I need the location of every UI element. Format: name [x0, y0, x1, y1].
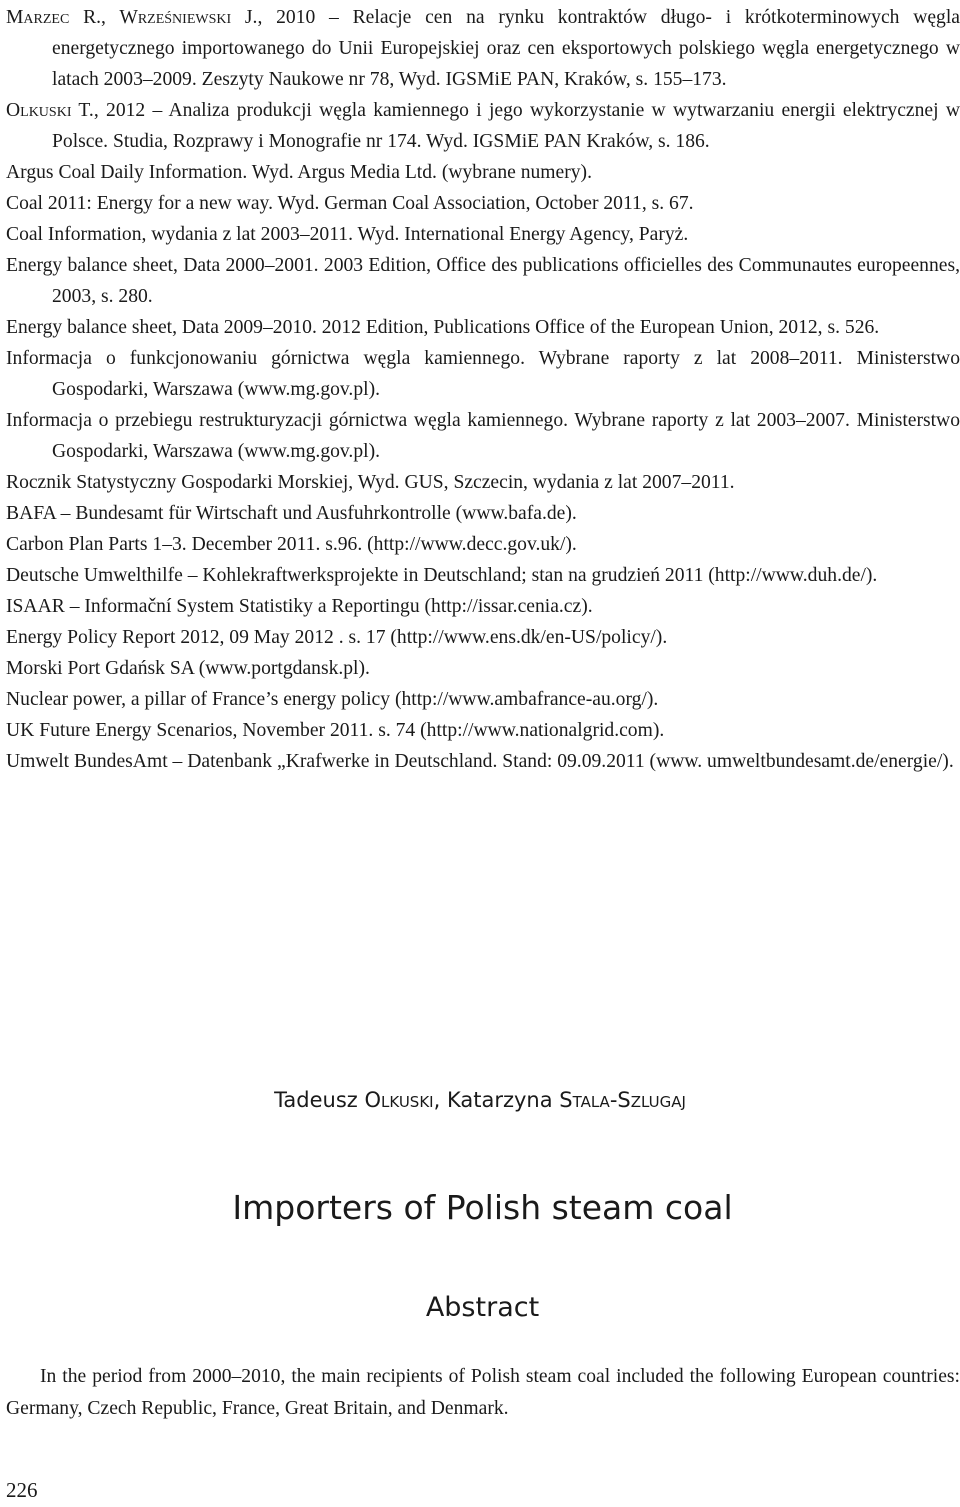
reference-item: Informacja o funkcjonowaniu górnictwa węgla kamiennego. Wybrane raporty z lat 2008–2011. Ministerstwo Gospodarki, Warszawa (www.mg.gov.pl).: [6, 348, 960, 400]
reference-item: Deutsche Umwelthilfe – Kohlekraftwerksprojekte in Deutschland; stan na grudzień 2011 (http://www.duh.de/).: [6, 565, 878, 586]
reference-item: Morski Port Gdańsk SA (www.portgdansk.pl).: [6, 658, 370, 679]
reference-author: Olkuski T.: [6, 100, 94, 121]
article-authors: [0, 1088, 960, 1112]
reference-item: Carbon Plan Parts 1–3. December 2011. s.96. (http://www.decc.gov.uk/).: [6, 534, 577, 555]
reference-item: BAFA – Bundesamt für Wirtschaft und Ausfuhrkontrolle (www.bafa.de).: [6, 503, 577, 524]
reference-text: , 2012 – Analiza produkcji węgla kamiennego i jego wykorzystanie w wytwarzaniu energii elektrycznej w Polsce. Studia, Rozprawy i Monografie nr 174. Wyd. IGSMiE PAN Kraków, s. 186.: [52, 100, 960, 152]
author-first-name: Katarzyna: [446, 1088, 560, 1112]
reference-item: Coal 2011: Energy for a new way. Wyd. German Coal Association, October 2011, s. 67.: [6, 193, 694, 214]
reference-item: Informacja o przebiegu restrukturyzacji górnictwa węgla kamiennego. Wybrane raporty z lat 2003–2007. Ministerstwo Gospodarki, Warszawa (www.mg.gov.pl).: [6, 410, 960, 462]
reference-author: Marzec R., Wrześniewski J.: [6, 7, 258, 28]
reference-item: [6, 2, 960, 95]
author-last-name: Olkuski: [364, 1088, 434, 1112]
abstract-text: In the period from 2000–2010, the main recipients of Polish steam coal included the following European countries: Germany, Czech Republic, France, Great Britain, and Denmark.: [6, 1366, 960, 1419]
reference-item: Energy Policy Report 2012, 09 May 2012 . s. 17 (http://www.ens.dk/en-US/policy/).: [6, 627, 668, 648]
reference-item: Energy balance sheet, Data 2009–2010. 2012 Edition, Publications Office of the European Union, 2012, s. 526.: [6, 317, 880, 338]
reference-item: Umwelt BundesAmt – Datenbank „Krafwerke in Deutschland. Stand: 09.09.2011 (www. umweltbundesamt.de/energie/).: [6, 751, 954, 772]
reference-item: Argus Coal Daily Information. Wyd. Argus Media Ltd. (wybrane numery).: [6, 162, 592, 183]
reference-item: UK Future Energy Scenarios, November 2011. s. 74 (http://www.nationalgrid.com).: [6, 720, 665, 741]
author-first-name: Tadeusz: [274, 1088, 365, 1112]
author-last-name: Stala-Szlugaj: [559, 1088, 686, 1112]
reference-item: [6, 95, 960, 157]
reference-text: , 2010 – Relacje cen na rynku kontraktów długo- i krótkoterminowych węgla energetycznego importowanego do Unii Europejskiej oraz cen eksportowych polskiego węgla energetycznego w latach 2003–2009. Zeszyty Naukowe nr 78, Wyd. IGSMiE PAN, Kraków, s. 155–173.: [52, 7, 960, 90]
abstract-heading: Abstract: [425, 1292, 540, 1323]
reference-item: Nuclear power, a pillar of France’s energy policy (http://www.ambafrance-au.org/).: [6, 689, 659, 710]
reference-item: Rocznik Statystyczny Gospodarki Morskiej, Wyd. GUS, Szczecin, wydania z lat 2007–2011.: [6, 472, 735, 493]
reference-list: [6, 2, 960, 777]
reference-item: ISAAR – Informační System Statistiky a Reportingu (http://issar.cenia.cz).: [6, 596, 593, 617]
article-title: Importers of Polish steam coal: [232, 1188, 733, 1227]
reference-item: Energy balance sheet, Data 2000–2001. 2003 Edition, Office des publications officielles des Communautes europeennes, 2003, s. 280.: [6, 255, 960, 307]
author-separator: ,: [433, 1088, 447, 1112]
page-number: 226: [6, 1478, 38, 1502]
reference-item: Coal Information, wydania z lat 2003–2011. Wyd. International Energy Agency, Paryż.: [6, 224, 689, 245]
